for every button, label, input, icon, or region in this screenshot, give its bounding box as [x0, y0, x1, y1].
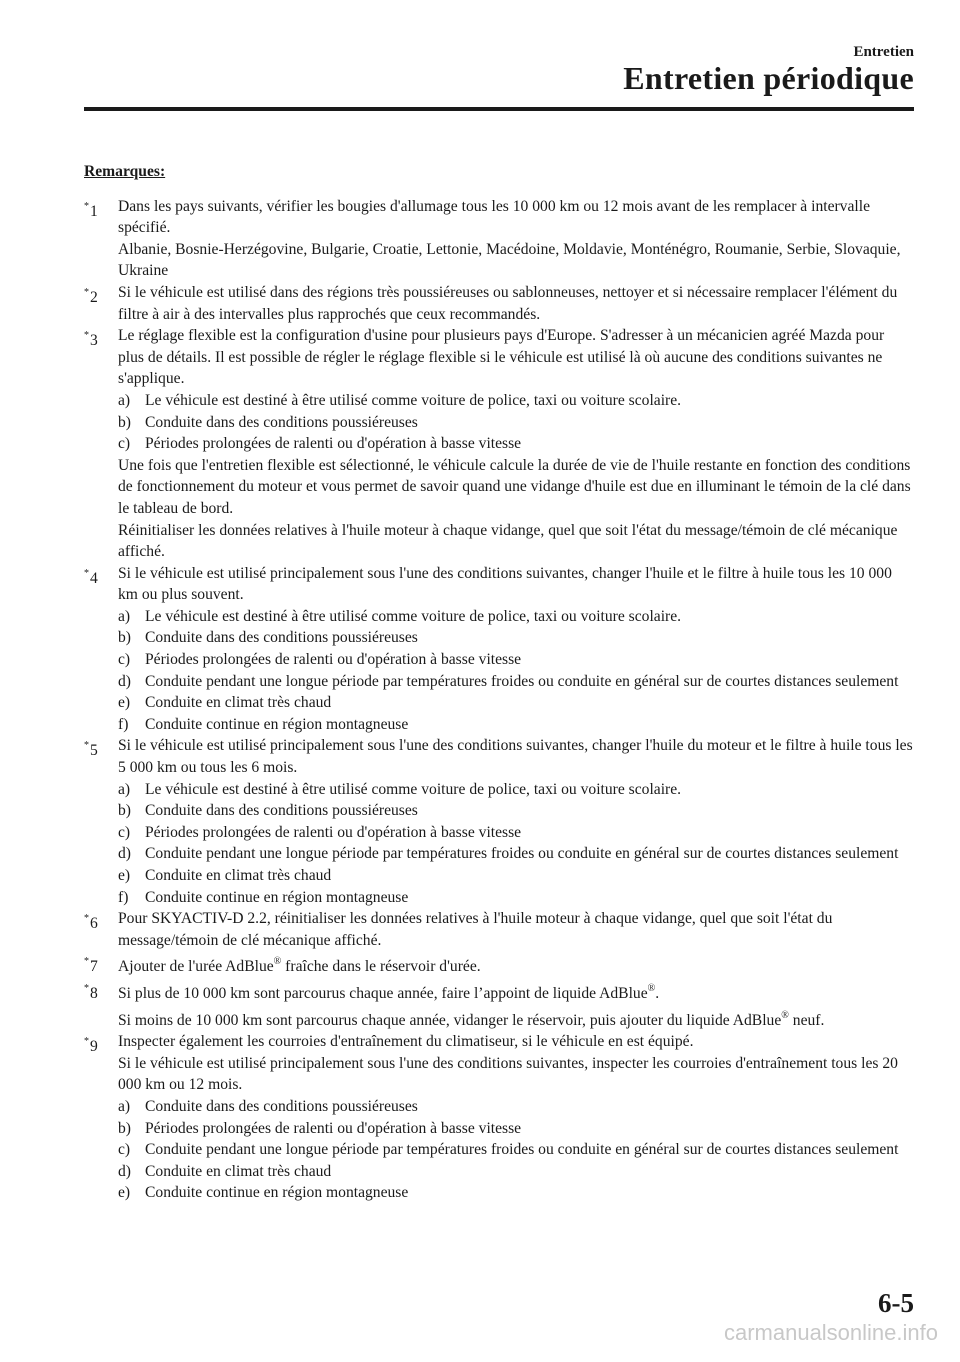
footnote-index: 7: [90, 958, 98, 976]
footnote-number: [84, 282, 98, 309]
condition-text: Conduite dans des conditions poussiéreuses: [145, 1097, 418, 1115]
condition-label: b): [118, 629, 131, 647]
condition-text: Conduite dans des conditions poussiéreuses: [145, 629, 418, 647]
condition-item: [118, 692, 914, 714]
condition-label: f): [118, 715, 129, 733]
header-divider: [84, 107, 914, 111]
footnote-text: Pour SKYACTIV-D 2.2, réinitialiser les données relatives à l'huile moteur à chaque vidange, quel que soit l'état du message/témoin de clé mécanique affiché.: [118, 910, 833, 949]
watermark-text: carmanualsonline.info: [723, 1320, 938, 1345]
footnote-1: [84, 196, 914, 282]
condition-item: [118, 822, 914, 844]
footnote-4: [84, 563, 914, 736]
condition-text: Conduite en climat très chaud: [145, 694, 332, 712]
condition-item: [118, 627, 914, 649]
condition-item: [118, 1096, 914, 1118]
condition-item: [118, 671, 914, 693]
page-number: 6-5: [878, 1288, 914, 1318]
footnote-9: [84, 1031, 914, 1204]
condition-label: d): [118, 1162, 131, 1180]
footnote-text: Inspecter également les courroies d'entraînement du climatiseur, si le véhicule en est équipé.: [118, 1033, 694, 1051]
condition-item: [118, 865, 914, 887]
condition-text: Conduite dans des conditions poussiéreuses: [145, 413, 418, 431]
notes-list: [84, 196, 914, 1204]
footnote-star: *: [84, 330, 89, 342]
condition-label: a): [118, 1097, 131, 1115]
condition-text: Conduite pendant une longue période par températures froides ou conduite en général sur de courtes distances seulement: [145, 1141, 899, 1159]
footnote-6: [84, 908, 914, 951]
footnote-text: Une fois que l'entretien flexible est sélectionné, le véhicule calcule la durée de vie de l'huile restante en fonction des conditions de fonctionnement du moteur et vous permet de savoir quand une vidange d'huile est due en illuminant le témoin de la clé dans le tableau de bord.: [118, 456, 911, 517]
condition-item: [118, 1139, 914, 1161]
condition-item: [118, 779, 914, 801]
footnote-text: Si le véhicule est utilisé principalement sous l'une des conditions suivantes, inspecter les courroies d'entraînement tous les 20 000 km ou 12 mois.: [118, 1054, 898, 1094]
condition-text: Conduite continue en région montagneuse: [145, 888, 409, 906]
condition-item: [118, 606, 914, 628]
condition-label: c): [118, 1141, 131, 1159]
condition-item: [118, 800, 914, 822]
condition-item: [118, 714, 914, 736]
condition-text: Conduite continue en région montagneuse: [145, 715, 409, 733]
registered-mark: ®: [781, 1009, 789, 1021]
condition-item: [118, 390, 914, 412]
condition-label: b): [118, 802, 131, 820]
condition-text: Conduite pendant une longue période par températures froides ou conduite en général sur de courtes distances seulement: [145, 672, 899, 690]
footnote-8: [84, 978, 914, 1031]
footnote-2: [84, 282, 914, 325]
condition-text: Périodes prolongées de ralenti ou d'opération à basse vitesse: [145, 823, 522, 841]
footnote-index: 3: [90, 332, 98, 350]
footnote-star: *: [84, 956, 89, 968]
footnote-number: [84, 735, 98, 762]
condition-label: b): [118, 413, 131, 431]
footnote-3: [84, 325, 914, 563]
remarks-heading: Remarques:: [84, 163, 166, 180]
footnote-7: [84, 951, 914, 978]
condition-label: c): [118, 823, 131, 841]
footnote-number: [84, 951, 98, 978]
condition-text: Conduite en climat très chaud: [145, 1162, 332, 1180]
footnote-number: [84, 908, 98, 935]
footnote-star: *: [84, 286, 89, 298]
footnote-text: Réinitialiser les données relatives à l'huile moteur à chaque vidange, quel que soit l'état du message/témoin de clé mécanique affiché.: [118, 521, 898, 561]
footnote-text: Si le véhicule est utilisé principalement sous l'une des conditions suivantes, changer l'huile du moteur et le filtre à huile tous les 5 000 km ou tous les 6 mois.: [118, 737, 913, 777]
footnote-star: *: [84, 1036, 89, 1048]
condition-text: Périodes prolongées de ralenti ou d'opération à basse vitesse: [145, 651, 522, 669]
condition-item: [118, 1182, 914, 1204]
condition-label: c): [118, 651, 131, 669]
condition-label: d): [118, 845, 131, 863]
condition-label: a): [118, 780, 131, 798]
footnote-star: *: [84, 982, 89, 994]
footnote-index: 8: [90, 984, 98, 1002]
condition-item: [118, 433, 914, 455]
condition-text: Conduite continue en région montagneuse: [145, 1184, 409, 1202]
remarks-content: [84, 161, 914, 1204]
section-label: Entretien: [853, 44, 914, 60]
condition-label: e): [118, 1184, 131, 1202]
registered-mark: ®: [647, 982, 656, 994]
condition-label: c): [118, 435, 131, 453]
condition-text: Le véhicule est destiné à être utilisé comme voiture de police, taxi ou voiture scolaire.: [145, 607, 682, 625]
condition-text: Périodes prolongées de ralenti ou d'opération à basse vitesse: [145, 435, 522, 453]
condition-text: Conduite pendant une longue période par températures froides ou conduite en général sur de courtes distances seulement: [145, 845, 899, 863]
footnote-index: 1: [90, 202, 98, 220]
footnote-star: *: [84, 740, 89, 752]
condition-text: Conduite en climat très chaud: [145, 867, 332, 884]
footnote-text: Albanie, Bosnie-Herzégovine, Bulgarie, Croatie, Lettonie, Macédoine, Moldavie, Monténégro, Roumanie, Serbie, Slovaquie, Ukraine: [118, 240, 901, 280]
footnote-text: Si plus de 10 000 km sont parcourus chaque année, faire l’appoint de liquide AdBlue®.: [118, 982, 660, 1002]
condition-item: [118, 843, 914, 865]
footnote-index: 4: [90, 569, 98, 587]
footnote-index: 5: [90, 742, 98, 760]
condition-text: Le véhicule est destiné à être utilisé comme voiture de police, taxi ou voiture scolaire.: [145, 780, 682, 798]
footnote-text: Ajouter de l'urée AdBlue® fraîche dans le réservoir d'urée.: [118, 956, 481, 976]
footnote-5: [84, 735, 914, 908]
condition-label: a): [118, 607, 131, 625]
footnote-number: [84, 325, 98, 352]
footnote-text: Le réglage flexible est la configuration d'usine pour plusieurs pays d'Europe. S'adresser à un mécanicien agréé Mazda pour plus de détails. Il est possible de régler le réglage flexible si le véhicule est utilisé là où aucune des conditions suivantes ne s'applique.: [118, 327, 885, 388]
footnote-number: [84, 196, 98, 223]
condition-label: d): [118, 672, 131, 690]
condition-item: [118, 1161, 914, 1183]
page-title: Entretien périodique: [623, 60, 914, 96]
condition-text: Périodes prolongées de ralenti ou d'opération à basse vitesse: [145, 1119, 522, 1137]
condition-label: f): [118, 888, 129, 906]
condition-text: Conduite dans des conditions poussiéreuses: [145, 802, 418, 820]
condition-label: e): [118, 694, 131, 712]
condition-item: [118, 1118, 914, 1140]
registered-mark: ®: [273, 956, 282, 968]
footnote-index: 6: [90, 915, 98, 933]
condition-label: a): [118, 391, 131, 409]
footnote-index: 9: [90, 1038, 98, 1056]
footnote-text: Dans les pays suivants, vérifier les bougies d'allumage tous les 10 000 km ou 12 mois avant de les remplacer à intervalle spécifié.: [118, 197, 870, 237]
footnote-index: 2: [90, 288, 98, 306]
footnote-number: [84, 563, 98, 590]
condition-label: e): [118, 867, 131, 884]
footnote-star: *: [84, 913, 89, 925]
condition-label: b): [118, 1119, 131, 1137]
condition-text: Le véhicule est destiné à être utilisé comme voiture de police, taxi ou voiture scolaire.: [145, 391, 682, 409]
footnote-number: [84, 1031, 98, 1058]
footnote-star: *: [84, 200, 89, 212]
footnote-number: [84, 978, 98, 1005]
footnote-text: Si le véhicule est utilisé dans des régions très poussiéreuses ou sablonneuses, nettoyer et si nécessaire remplacer l'élément du filtre à air à des intervalles plus rapprochés que ceux recommandés.: [118, 283, 898, 323]
footnote-text: Si le véhicule est utilisé principalement sous l'une des conditions suivantes, changer l'huile et le filtre à huile tous les 10 000 km ou plus souvent.: [118, 564, 892, 604]
condition-item: [118, 649, 914, 671]
condition-item: [118, 412, 914, 434]
footnote-star: *: [84, 567, 89, 579]
condition-item: [118, 887, 914, 909]
footnote-text: Si moins de 10 000 km sont parcourus chaque année, vidanger le réservoir, puis ajouter du liquide AdBlue® neuf.: [118, 1009, 825, 1029]
